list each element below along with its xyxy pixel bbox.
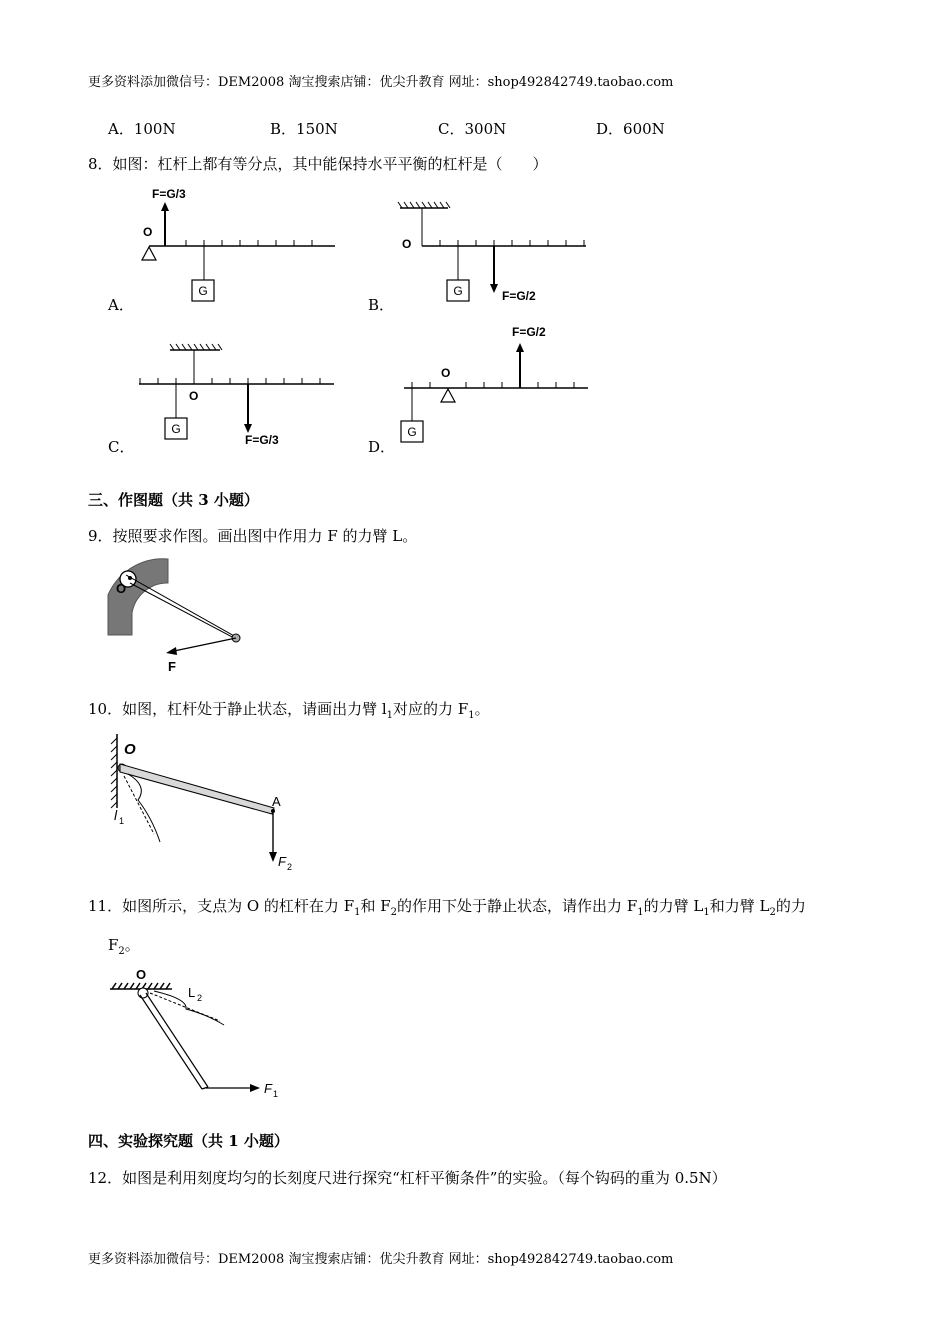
q8-label-d: D．	[368, 438, 396, 456]
fig-b-pivot-label: O	[402, 237, 412, 251]
fig-a-pivot-label: O	[143, 225, 153, 239]
q10-force-label: F	[278, 854, 286, 869]
section3-title: 三、作图题（共 3 小题）	[88, 491, 259, 509]
q9-figure	[108, 555, 253, 675]
q7-option-d: D．600N	[596, 120, 665, 138]
page-header: 更多资料添加微信号：DEM2008 淘宝搜索店铺：优尖升教育 网址：shop492842749.taobao.com	[88, 75, 674, 90]
q7-option-b: B．150N	[270, 120, 338, 138]
q9-pivot-label: O	[116, 581, 127, 596]
q11-stem-line1: 11．如图所示，支点为 O 的杠杆在力 $F_1$和 $F_2$的作用下处于静止状态，请作出力 $F_1$的力臂 $L_1$和力臂 $L_2$的力	[88, 897, 806, 918]
fig-a-weight-label: G	[198, 284, 208, 298]
q10-arm-label: l	[114, 807, 118, 823]
q11-pivot-label: O	[136, 967, 147, 982]
fig-d-pivot-label: O	[441, 366, 451, 380]
q10-pivot-label: O	[124, 741, 136, 758]
q8-figure-c	[134, 340, 344, 450]
q10-stem: 10．如图，杠杆处于静止状态，请画出力臂 $l_1$对应的力 $F_1$。	[88, 700, 490, 721]
q8-label-c: C．	[108, 438, 135, 456]
svg-text:2: 2	[197, 993, 203, 1003]
q10-point-label: A	[272, 794, 281, 809]
fig-b-weight-label: G	[453, 284, 463, 298]
q12-stem: 12．如图是利用刻度均匀的长刻度尺进行探究“杠杆平衡条件”的实验。（每个钩码的重为 0.5N）	[88, 1169, 727, 1187]
q8-figure-b	[396, 198, 596, 308]
fig-d-weight-label: G	[407, 425, 417, 439]
q9-stem: 9．按照要求作图。画出图中作用力 F 的力臂 L。	[88, 527, 418, 545]
fig-a-force-label: F=G/3	[152, 187, 186, 201]
fig-b-force-label: F=G/2	[502, 289, 536, 303]
q8-figure-d	[400, 318, 595, 450]
svg-text:2: 2	[287, 862, 293, 872]
q8-label-b: B．	[368, 296, 395, 314]
q11-stem-line2: $F_2$。	[108, 936, 140, 957]
fig-c-force-label: F=G/3	[245, 433, 279, 447]
q8-stem: 8．如图：杠杆上都有等分点，其中能保持水平平衡的杠杆是（ ）	[88, 155, 548, 173]
fig-c-weight-label: G	[171, 422, 181, 436]
svg-text:1: 1	[273, 1089, 279, 1099]
section4-title: 四、实验探究题（共 1 小题）	[88, 1132, 289, 1150]
q11-arm-label: L	[188, 985, 196, 1000]
page-footer: 更多资料添加微信号：DEM2008 淘宝搜索店铺：优尖升教育 网址：shop492842749.taobao.com	[88, 1252, 674, 1267]
q8-label-a: A．	[108, 296, 134, 314]
q10-figure	[108, 730, 303, 875]
q7-option-c: C．300N	[438, 120, 507, 138]
q9-force-label: F	[168, 659, 176, 674]
q11-force-label: F	[264, 1081, 272, 1096]
fig-d-force-label: F=G/2	[512, 325, 546, 339]
q8-figure-a	[130, 180, 345, 305]
q7-option-a: A．100N	[108, 120, 176, 138]
q11-figure	[108, 965, 293, 1099]
svg-text:1: 1	[119, 816, 125, 826]
fig-c-pivot-label: O	[189, 389, 199, 403]
